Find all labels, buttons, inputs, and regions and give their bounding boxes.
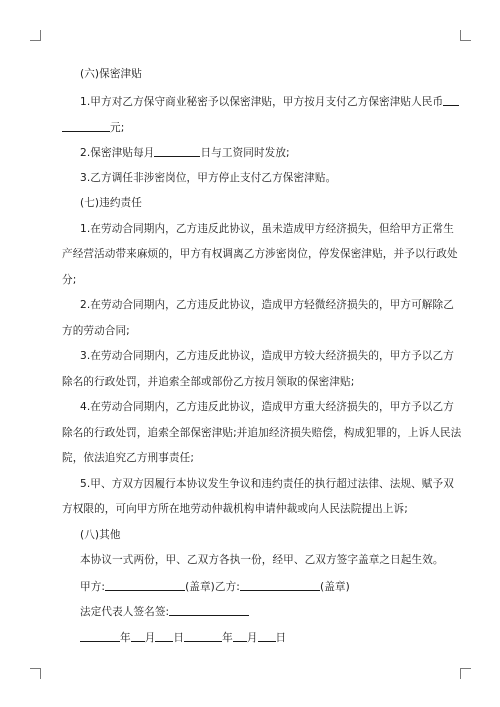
section-8-heading: (八)其他 bbox=[80, 529, 121, 541]
day-label-1: 日 bbox=[173, 632, 185, 644]
year-label-1: 年 bbox=[120, 632, 131, 644]
s6-clause-3: 3.乙方调任非涉密岗位，甲方停止支付乙方保密津贴。 bbox=[80, 172, 337, 184]
year-blank-1[interactable] bbox=[80, 631, 120, 642]
party-a-blank[interactable] bbox=[105, 580, 185, 591]
crop-mark-bottom-right bbox=[460, 668, 471, 679]
amount-blank-b[interactable] bbox=[62, 121, 110, 132]
s6-clause-1-line-1 bbox=[80, 95, 446, 109]
year-blank-2[interactable] bbox=[184, 631, 222, 642]
day-label-2: 日 bbox=[275, 632, 287, 644]
day-blank-1[interactable] bbox=[155, 631, 173, 642]
s7-clause-5-line-2: 方权限的，可向甲方所在地劳动仲裁机构申请仲裁或向人民法院提出上诉; bbox=[62, 503, 408, 515]
seal-a-label: (盖章)乙方: bbox=[185, 581, 240, 593]
party-a-label: 甲方: bbox=[80, 581, 106, 593]
s7-clause-3-line-1: 3.在劳动合同期内，乙方违反此协议，造成甲方较大经济损失的，甲方予以乙方 bbox=[80, 350, 454, 362]
day-blank-2[interactable] bbox=[258, 631, 276, 642]
s8-clause-1: 本协议一式两份，甲、乙双方各执一份，经甲、乙双方签字盖章之日起生效。 bbox=[80, 554, 444, 566]
amount-blank-a[interactable] bbox=[443, 95, 459, 106]
seal-b-label: (盖章) bbox=[319, 581, 350, 593]
s7-clause-4-line-3: 院，依法追究乙方刑事责任; bbox=[62, 452, 194, 464]
day-blank[interactable] bbox=[154, 146, 200, 157]
party-b-blank[interactable] bbox=[240, 580, 320, 591]
crop-mark-top-left bbox=[30, 30, 41, 41]
section-6-heading: (六)保密津贴 bbox=[80, 68, 142, 80]
month-label-1: 月 bbox=[144, 632, 156, 644]
s6-clause-2-tail: 日与工资同时发放; bbox=[200, 147, 290, 159]
legal-rep-label: 法定代表人签名签: bbox=[80, 606, 170, 618]
month-blank-2[interactable] bbox=[233, 631, 247, 642]
crop-mark-top-right bbox=[460, 30, 471, 41]
s7-clause-1-line-1: 1.在劳动合同期内，乙方违反此协议，虽未造成甲方经济损失，但给甲方正常生 bbox=[80, 223, 454, 235]
section-7-heading: (七)违约责任 bbox=[80, 197, 142, 209]
date-line bbox=[80, 631, 446, 645]
month-label-2: 月 bbox=[246, 632, 258, 644]
s7-clause-1-line-3: 分; bbox=[62, 274, 77, 286]
s7-clause-4-line-2: 除名的行政处罚，追索全部保密津贴;并追加经济损失赔偿，构成犯罪的，上诉人民法 bbox=[62, 427, 462, 439]
s7-clause-1-line-2: 产经营活动带来麻烦的，甲方有权调离乙方涉密岗位，停发保密津贴，并予以行政处 bbox=[62, 248, 458, 260]
month-blank-1[interactable] bbox=[131, 631, 145, 642]
s7-clause-5-line-1: 5.甲、方双方因履行本协议发生争议和违约责任的执行超过法律、法规、赋予双 bbox=[80, 478, 454, 490]
s7-clause-2-line-1: 2.在劳动合同期内，乙方违反此协议，造成甲方轻微经济损失的，甲方可解除乙 bbox=[80, 299, 454, 311]
s6-clause-1-tail: 元; bbox=[110, 122, 125, 134]
s7-clause-2-line-2: 方的劳动合同; bbox=[62, 325, 130, 337]
signature-parties-line bbox=[80, 580, 446, 594]
legal-rep-blank[interactable] bbox=[169, 605, 249, 616]
s7-clause-3-line-2: 除名的行政处罚，并追索全部或部份乙方按月领取的保密津贴; bbox=[62, 376, 355, 388]
s6-clause-2-head: 2.保密津贴每月 bbox=[80, 147, 155, 159]
legal-rep-line bbox=[80, 605, 446, 619]
s6-clause-1-line-2 bbox=[62, 121, 446, 135]
year-label-2: 年 bbox=[222, 632, 233, 644]
s6-clause-1-text: 1.甲方对乙方保守商业秘密予以保密津贴，甲方按月支付乙方保密津贴人民币 bbox=[80, 96, 444, 108]
s6-clause-2 bbox=[80, 146, 446, 160]
crop-mark-bottom-left bbox=[30, 668, 41, 679]
s7-clause-4-line-1: 4.在劳动合同期内，乙方违反此协议，造成甲方重大经济损失的，甲方予以乙方 bbox=[80, 401, 454, 413]
